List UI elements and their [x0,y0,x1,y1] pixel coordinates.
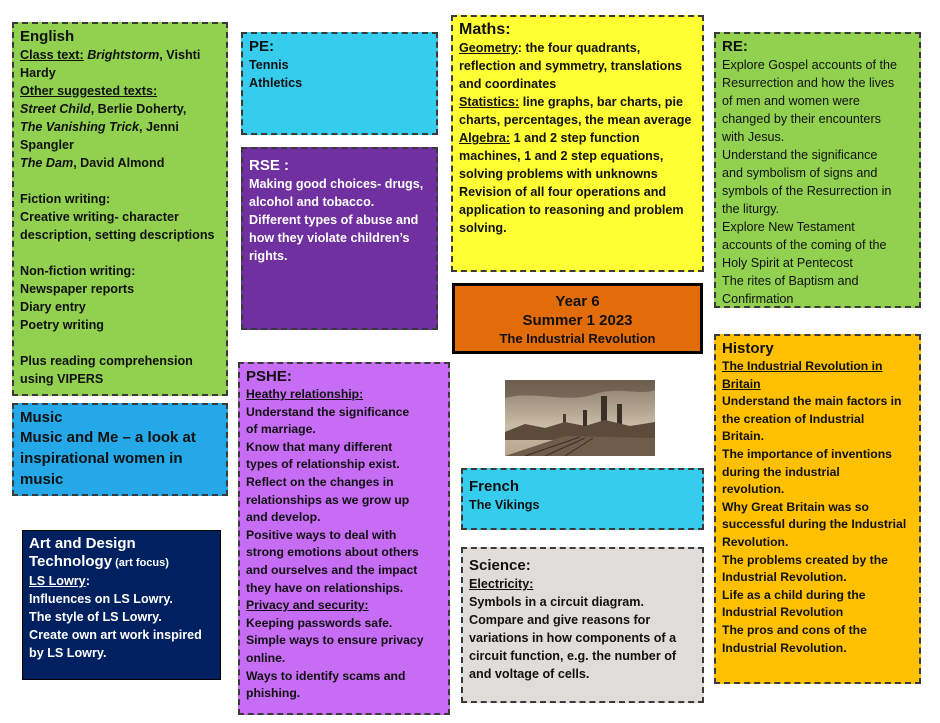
statistics-label: Statistics: [459,95,520,109]
re-line: changed by their encounters [722,112,881,126]
re-title: RE: [722,38,748,55]
pshe-line: and ourselves and the impact [246,562,418,577]
art-line: The style of LS Lowry. [29,610,162,624]
pshe-line: relationships as we grow up [246,492,410,507]
english-title: English [20,28,75,45]
nonfiction-item: Poetry writing [20,318,104,332]
science-line: circuit function, e.g. the number of [469,649,677,663]
pshe-line: Know that many different [246,439,393,454]
french-line: The Vikings [469,498,540,512]
re-line: Holy Spirit at Pentecost [722,256,853,270]
science-line: variations in how components of a [469,631,677,645]
pshe-line: online. [246,650,286,665]
revision-line: Revision of all four operations and [459,185,667,199]
topic-label: The Industrial Revolution [499,331,656,346]
pshe-line: and develop. [246,510,321,525]
music-line: inspirational women in [20,450,183,467]
rse-line: how they violate children’s [249,231,410,245]
history-line: revolution. [722,482,785,497]
history-line: Understand the main factors in [722,394,902,409]
history-panel [714,334,921,684]
pe-panel [241,32,438,135]
geometry-line: and coordinates [459,77,557,91]
other-texts-label: Other suggested texts: [20,84,158,98]
pshe-line: Simple ways to ensure privacy [246,633,424,648]
nonfiction-item: Diary entry [20,300,86,314]
year-summary-box [452,283,703,354]
pshe-line: Positive ways to deal with [246,527,397,542]
art-line: by LS Lowry. [29,646,107,660]
pe-item: Tennis [249,58,289,72]
statistics-line: charts, percentages, the mean average [459,113,692,127]
history-subheading: The Industrial Revolution in [722,359,883,373]
history-line: successful during the Industrial [722,517,907,532]
geometry-label: Geometry [459,41,518,55]
industrial-revolution-image [505,380,655,456]
rse-line: alcohol and tobacco. [249,195,375,209]
history-line: during the industrial [722,464,840,479]
music-line: Music and Me – a look at [20,429,196,446]
pshe-line: Reflect on the changes in [246,474,394,489]
science-line: Compare and give reasons for [469,613,651,627]
science-subheading: Electricity: [469,577,534,591]
music-panel [12,403,228,496]
science-title: Science: [469,557,531,574]
pshe-line: Ways to identify scams and [246,668,406,683]
book2-author-line2: Spangler [20,138,74,152]
pshe-panel [238,362,450,715]
art-subheading: LS Lowry [29,574,86,588]
class-text-label: Class text: [20,48,84,62]
book3-title: The Dam [20,156,74,170]
fiction-heading: Fiction writing: [20,192,111,206]
re-line: and symbolism of signs and [722,166,878,180]
term-label: Summer 1 2023 [522,312,633,329]
science-line: and voltage of cells. [469,667,590,681]
pshe-line: of marriage. [246,422,316,437]
history-line: Industrial Revolution. [722,640,847,655]
re-line: symbols of the Resurrection in [722,184,892,198]
history-line: The problems created by the [722,552,888,567]
history-line: Industrial Revolution [722,605,844,620]
french-title: French [469,478,520,495]
music-title: Music [20,409,63,426]
music-line: music [20,471,64,488]
art-panel [22,530,221,680]
plus-line1: Plus reading comprehension [20,354,193,368]
geometry-line: reflection and symmetry, translations [459,59,683,73]
re-line: Understand the significance [722,148,878,162]
statistics-line: line graphs, bar charts, pie [519,95,683,109]
re-line: Resurrection and how the lives [722,76,895,90]
fiction-line2: description, setting descriptions [20,228,215,242]
book2-author: , Jenni [138,120,179,134]
class-text-title: Brightstorm [87,48,160,62]
rse-line: rights. [249,249,288,263]
maths-title: Maths: [459,21,511,38]
rse-title: RSE : [249,157,290,174]
pshe-heading1: Heathy relationship: [246,387,364,401]
re-line: Explore Gospel accounts of the [722,58,898,72]
art-subheading-colon: : [85,574,90,588]
history-line: Why Great Britain was so [722,499,869,514]
history-title: History [722,340,774,357]
rse-line: Different types of abuse and [249,213,419,227]
re-panel [714,32,921,308]
pe-item: Athletics [249,76,303,90]
pe-title: PE: [249,38,275,55]
book1-author: , Berlie Doherty, [90,102,187,116]
pshe-line: Keeping passwords safe. [246,615,393,630]
book2-title: The Vanishing Trick [20,120,139,134]
pshe-line: types of relationship exist. [246,457,400,472]
re-line: Confirmation [722,292,794,306]
art-line: Influences on LS Lowry. [29,592,173,606]
re-line: the liturgy. [722,202,780,216]
art-line: Create own art work inspired [29,628,202,642]
pshe-line: phishing. [246,686,301,701]
re-line: Explore New Testament [722,220,855,234]
history-line: Britain. [722,429,764,444]
class-text-author-line2: Hardy [20,66,56,80]
pshe-line: they have on relationships. [246,580,404,595]
re-line: with Jesus. [722,130,785,144]
science-line: Symbols in a circuit diagram. [469,595,644,609]
class-text-author: , Vishti [159,48,201,62]
rse-panel [241,147,438,330]
pshe-heading2: Privacy and security: [246,598,369,613]
year-label: Year 6 [555,293,600,310]
history-line: Life as a child during the [722,587,866,602]
history-line: The pros and cons of the [722,622,867,637]
history-subheading-2: Britain [722,376,761,391]
history-line: the creation of Industrial [722,411,865,426]
art-title-line1: Art and Design [29,535,136,552]
rse-line: Making good choices- drugs, [249,177,424,191]
re-line: The rites of Baptism and [722,274,859,288]
re-line: accounts of the coming of the [722,238,887,252]
nonfiction-item: Newspaper reports [20,282,135,296]
book3-author: , David Almond [73,156,165,170]
nonfiction-heading: Non-fiction writing: [20,264,136,278]
algebra-line: machines, 1 and 2 step equations, [459,149,664,163]
revision-line: application to reasoning and problem [459,203,684,217]
algebra-label: Algebra: [459,131,511,145]
science-panel [461,547,704,703]
pshe-title: PSHE: [246,368,292,385]
art-title-line2: Technology [29,553,113,570]
english-panel [12,22,228,396]
geometry-line: : the four quadrants, [517,41,641,55]
history-line: Industrial Revolution. [722,570,847,585]
book1-title: Street Child [20,102,91,116]
algebra-line: solving problems with unknowns [459,167,658,181]
fiction-line1: Creative writing- character [20,210,179,224]
history-line: The importance of inventions [722,446,892,461]
algebra-line: 1 and 2 step function [510,131,640,145]
art-focus-label: (art focus) [112,557,169,569]
history-line: Revolution. [722,534,789,549]
pshe-line: Understand the significance [246,404,410,419]
re-line: of men and women were [722,94,860,108]
plus-line2: using VIPERS [20,372,104,386]
pshe-line: strong emotions about others [246,545,419,560]
revision-line: solving. [459,221,507,235]
maths-panel [451,15,704,272]
french-panel [461,468,704,530]
